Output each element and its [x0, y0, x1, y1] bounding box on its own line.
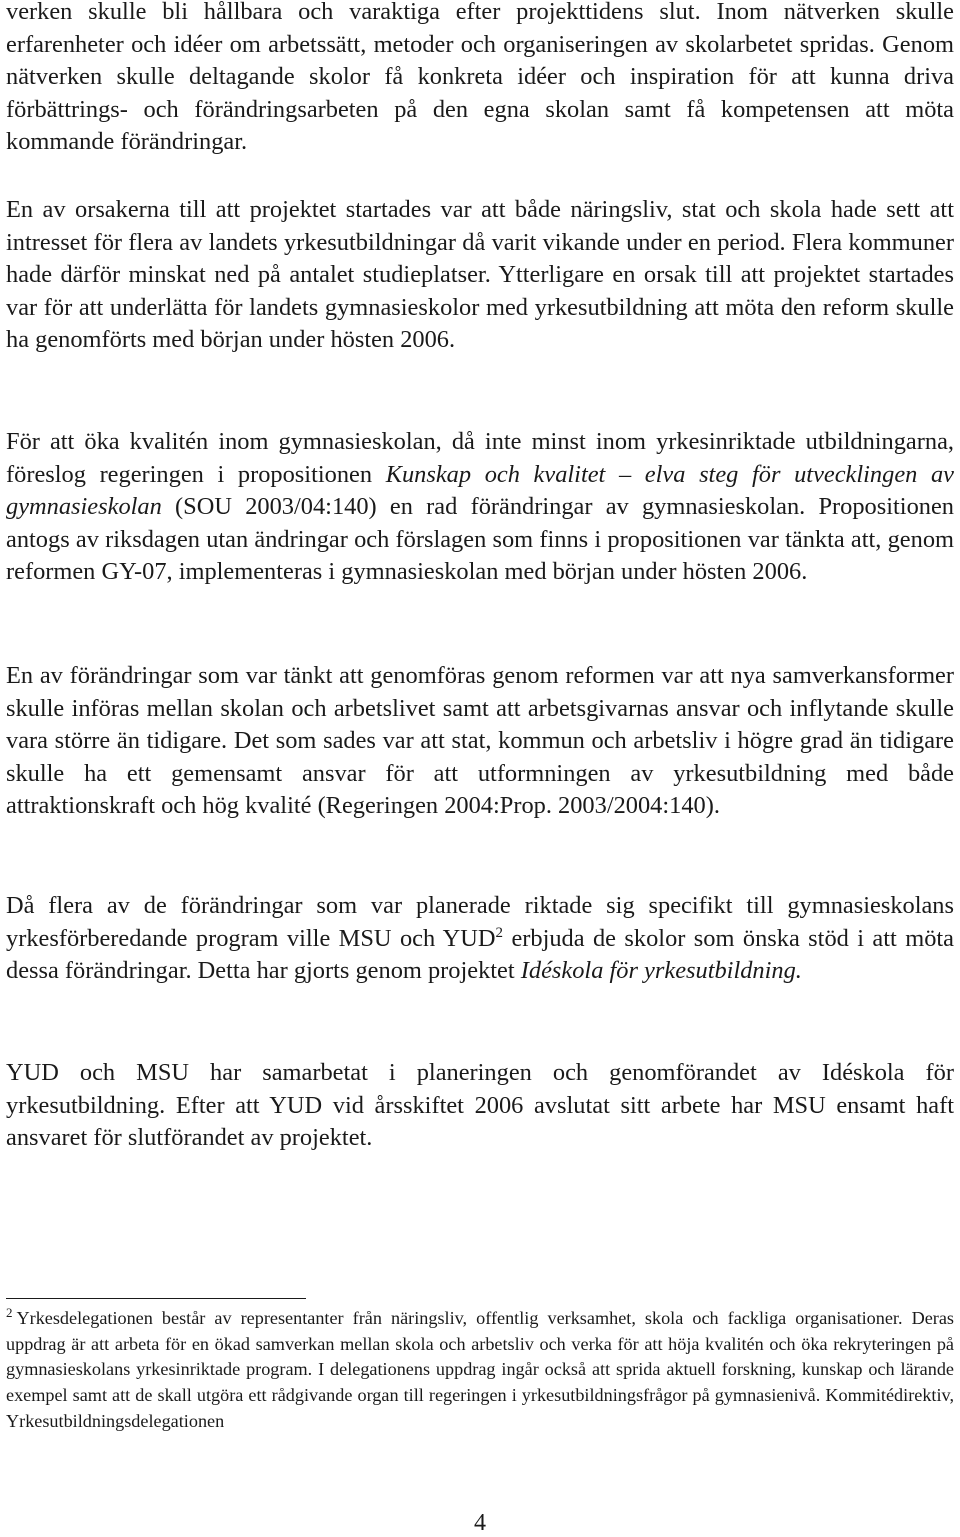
paragraph-network-continuation: verken skulle bli hållbara och varaktiga efter projekttidens slut. Inom nätverken skulle erfarenheter och idéer om arbetssätt, metoder och organiseringen av skolarbetet spridas. Genom nätverken skulle deltagande skolor få konkreta idéer och inspiration för att kunna driva förbättrings- och förändringsarbeten på den egna skolan samt få kompetensen att möta kommande förändringar. [6, 0, 954, 155]
idea-school-middle-text: erbjuda de skolor som önska stöd i att möta dessa förändringar. Detta har gjorts genom projektet [6, 924, 954, 984]
paragraph-collaboration: YUD och MSU har samarbetat i planeringen och genomförandet av Idéskola för yrkesutbildning. Efter att YUD vid årsskiftet 2006 avslutat sitt arbete har MSU ensamt haft ansvaret för slutförandet av projektet. [6, 1059, 954, 1151]
proposition-outro-text: (SOU 2003/04:140) en rad förändringar av gymnasieskolan. Propositionen antogs av riksdagen utan ändringar och förslagen som finns i propositionen var tänkta att, genom reformen GY-07, implementeras i gymnasieskolan med början under hösten 2006. [6, 493, 954, 585]
footnote-separator [6, 1298, 306, 1299]
proposition-title: Kunskap och kvalitet – elva steg för utvecklingen av gymnasieskolan [6, 460, 954, 520]
footnote-text: Yrkesdelegationen består av representanter från näringsliv, offentlig verksamhet, skola och fackliga organisationer. Deras uppdrag är att arbeta för en ökad samverkan mellan skola och arbetsliv och verka för att höja kvalitén och öka rekryteringen på gymnasieskolans yrkesinriktade program. I delegationens uppdrag ingår också att sprida aktuell forskning, kunskap och lärande exempel samt att de skall utgöra ett rådgivande organ till regeringen i yrkesutbildningsfrågor på gymnasienivå. Kommitédirektiv, Yrkesutbildningsdelegationen [6, 1308, 954, 1431]
proposition-intro-text: För att öka kvalitén inom gymnasieskolan, då inte minst inom yrkesinriktade utbildningarna, föreslog regeringen i propositionen [6, 428, 954, 488]
page-number: 4 [474, 1510, 486, 1536]
paragraph-project-reasons: En av orsakerna till att projektet startades var att både näringsliv, stat och skola hade sett att intresset för flera av landets yrkesutbildningar då varit vikande under en period. Flera kommuner hade därför minskat ned på antalet studieplatser. Ytterligare en orsak till att projektet startades var för att underlätta för landets gymnasieskolor med yrkesutbildning att möta den reform skulle ha genomförts med början under hösten 2006. [6, 196, 954, 353]
footnote-number: 2 [6, 1304, 13, 1320]
idea-school-intro-text: Då flera av de förändringar som var planerade riktade sig specifikt till gymnasieskolans yrkesförberedande program ville MSU och YUD [6, 892, 954, 952]
paragraph-reform-changes: En av förändringar som var tänkt att genomföras genom reformen var att nya samverkansformer skulle införas mellan skolan och arbetslivet samt att arbetsgivarnas ansvar och inflytande skulle vara större än tidigare. Det som sades var att stat, kommun och arbetsliv i högre grad än tidigare skulle ha ett gemensamt ansvar för att utformningen av yrkesutbildning med både attraktionskraft och hög kvalité (Regeringen 2004:Prop. 2003/2004:140). [6, 662, 954, 819]
paragraph-reform-proposition [6, 426, 954, 589]
paragraph-project-idea-school [6, 890, 954, 988]
footnote [6, 1306, 954, 1435]
footnote-reference[interactable]: 2 [495, 924, 504, 941]
project-name: Idéskola för yrkesutbildning. [520, 957, 802, 984]
